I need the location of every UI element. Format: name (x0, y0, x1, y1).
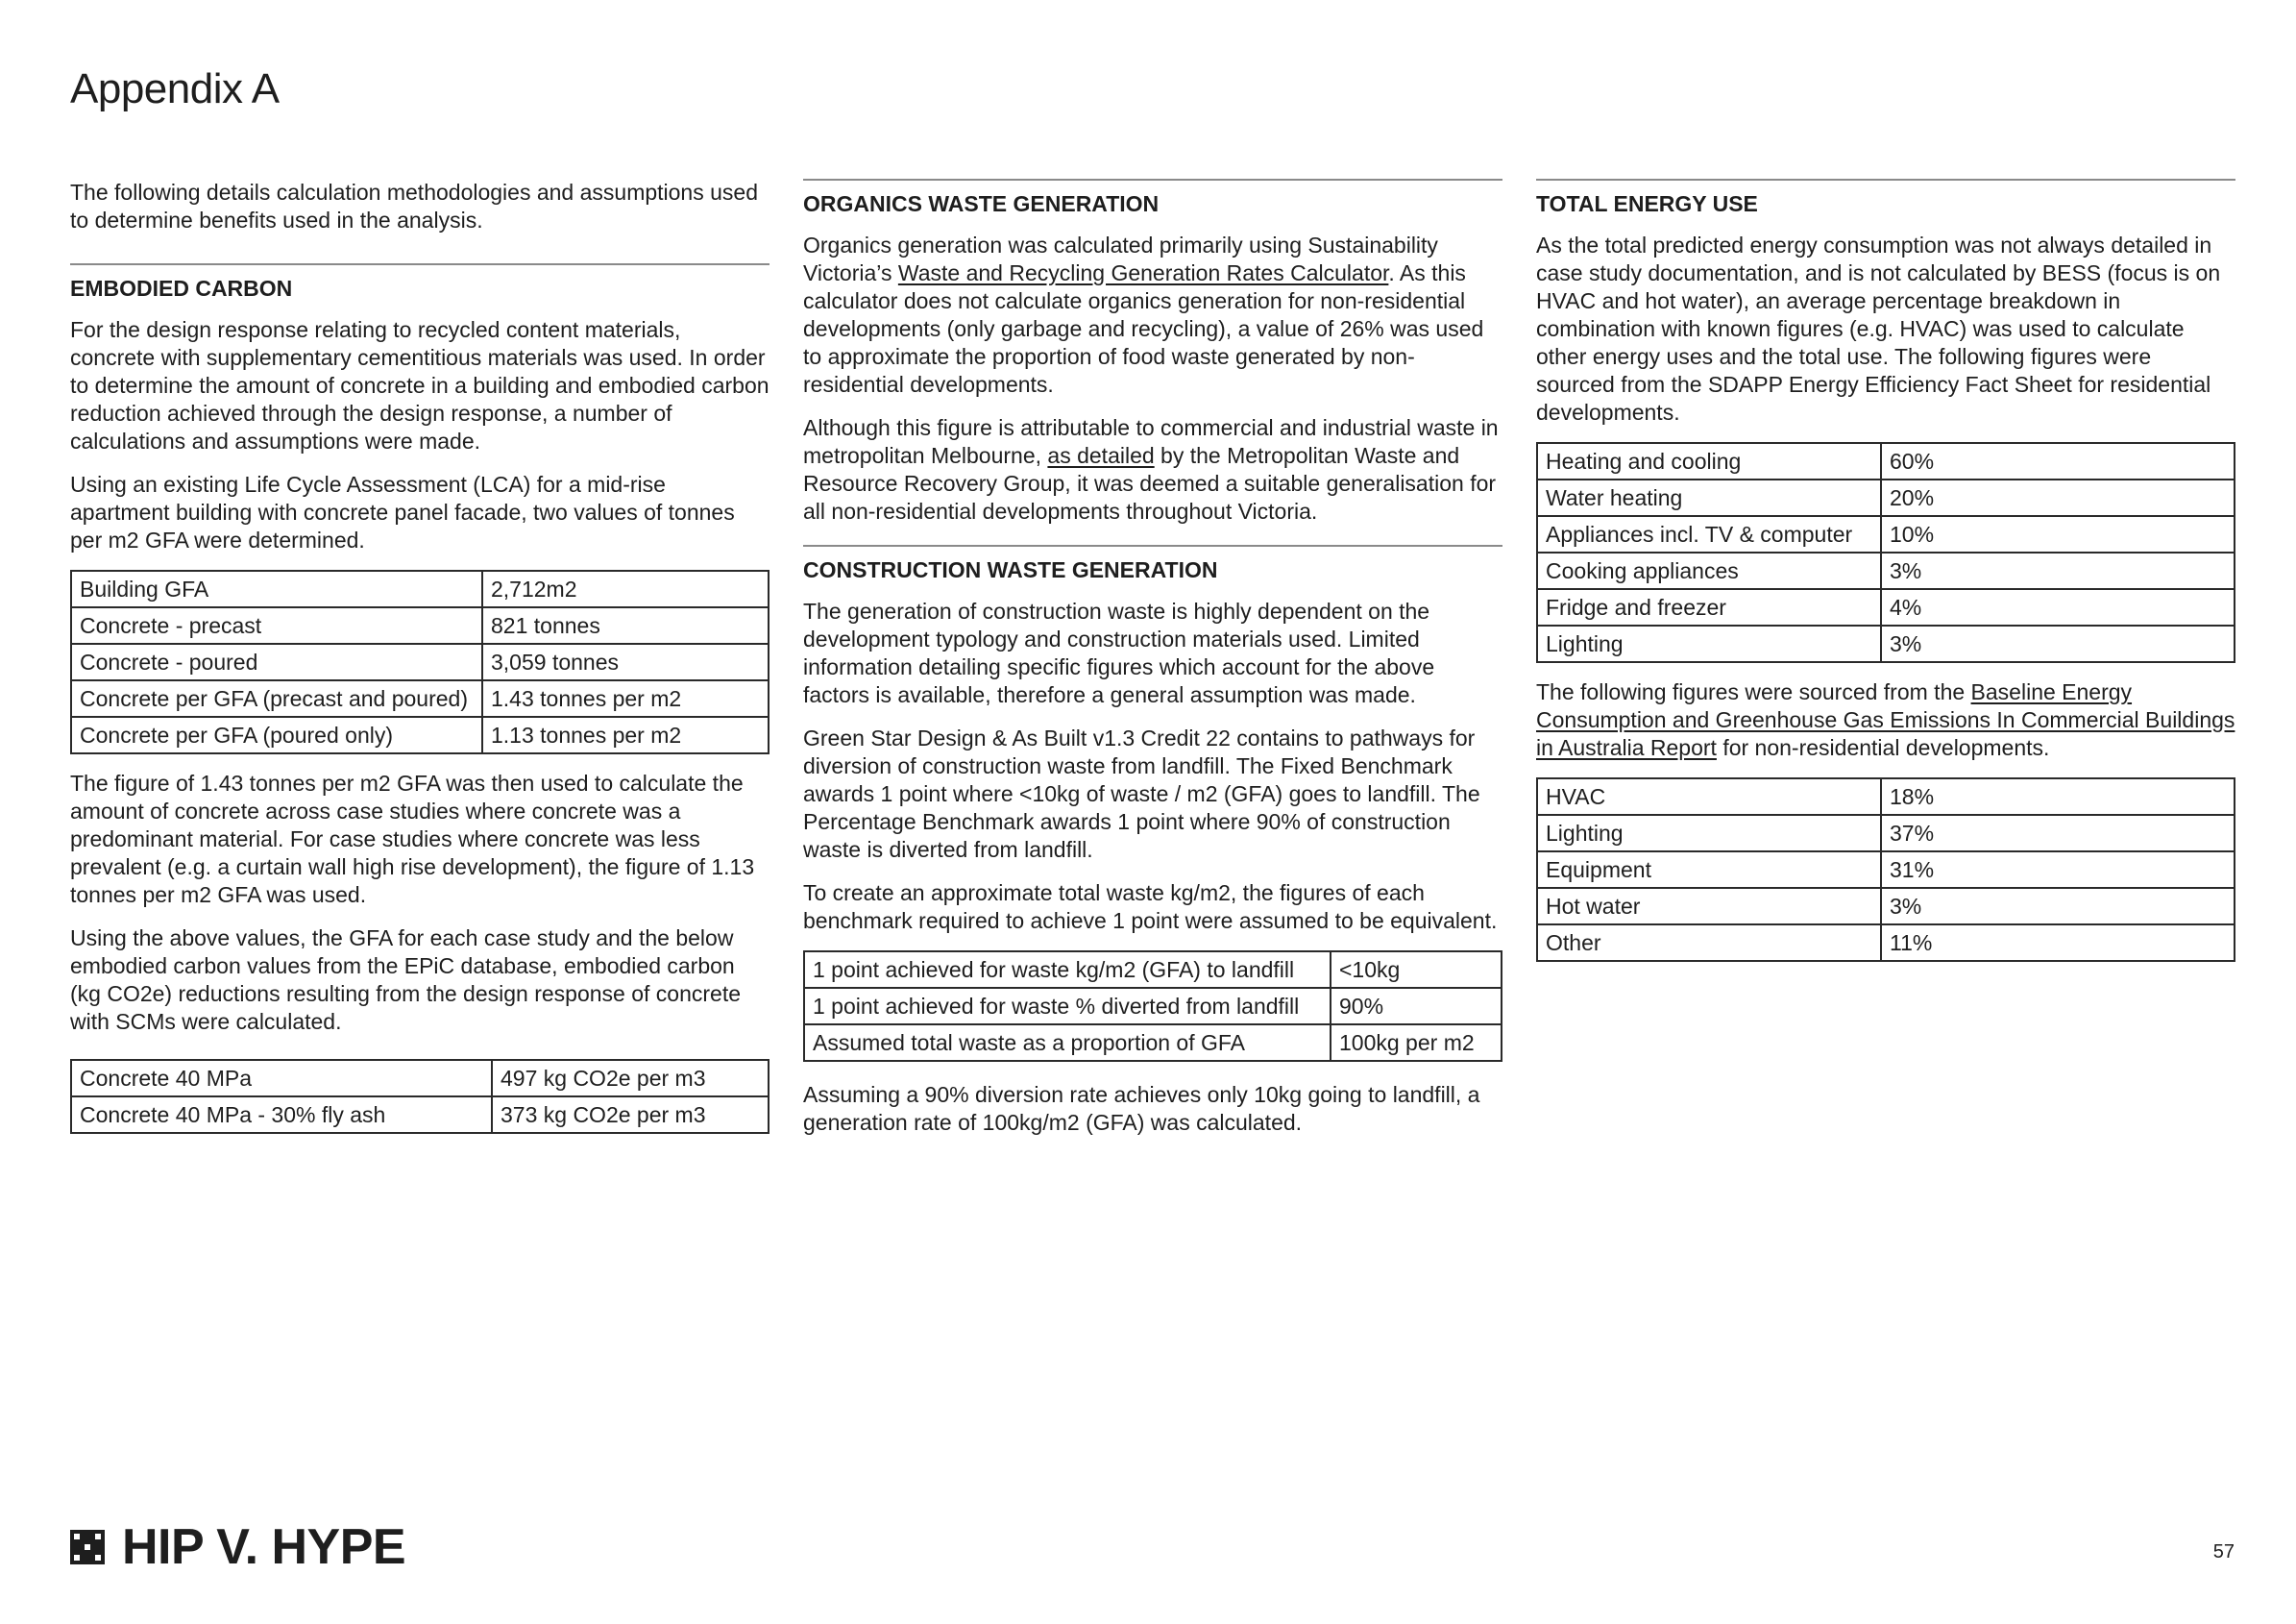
paragraph: The figure of 1.43 tonnes per m2 GFA was then used to calculate the amount of concrete across case studies where concrete was a predominant material. For case studies where concrete was less prevalent (e.g. a curtain wall high rise development), the figure of 1.13 tonnes per m2 GFA was used. (70, 771, 755, 907)
table-row (1537, 888, 2235, 924)
table-cell-value: <10kg (1331, 951, 1502, 988)
paragraph: Using an existing Life Cycle Assessment (LCA) for a mid-rise apartment building with concrete panel facade, two values of tonnes per m2 GFA were determined. (70, 472, 735, 553)
table-cell-value: 4% (1881, 589, 2235, 626)
page-number: 57 (2212, 1541, 2235, 1562)
table-cell-value: 18% (1881, 778, 2235, 815)
paragraph: Assuming a 90% diversion rate achieves only 10kg going to landfill, a generation rate of 100kg/m2 (GFA) was calculated. (803, 1082, 1480, 1135)
logo (70, 1518, 405, 1576)
table-row (71, 571, 769, 607)
table-row (71, 644, 769, 680)
table-cell-value: 100kg per m2 (1331, 1024, 1502, 1061)
table-cell-label: Other (1537, 924, 1881, 961)
table-row (1537, 443, 2235, 480)
page-title: Appendix A (70, 65, 280, 112)
table-cell-label: Lighting (1537, 626, 1881, 662)
table-row (71, 607, 769, 644)
table-row (1537, 553, 2235, 589)
table-cell-label: Concrete - poured (71, 644, 482, 680)
table-row (804, 988, 1502, 1024)
table-cell-label: Lighting (1537, 815, 1881, 851)
table-row (1537, 815, 2235, 851)
table-row (1537, 851, 2235, 888)
column-3 (1536, 179, 2235, 977)
table-row (1537, 778, 2235, 815)
table-cell-label: Appliances incl. TV & computer (1537, 516, 1881, 553)
table-row (1537, 480, 2235, 516)
table-cell-value: 90% (1331, 988, 1502, 1024)
table-cell-label: Heating and cooling (1537, 443, 1881, 480)
table-row (71, 1096, 769, 1133)
baseline-energy-report-link[interactable]: Baseline Energy Consumption and Greenhouse Gas Emissions In Commercial Buildings in Australia Report (1536, 679, 2235, 760)
paragraph: As the total predicted energy consumption was not always detailed in case study documentation, and is not calculated by BESS (focus is on HVAC and hot water), an average percentage breakdown in combination with known figures (e.g. HVAC) was used to calculate other energy uses and the total use. The following figures were sourced from the SDAPP Energy Efficiency Fact Sheet for residential developments. (1536, 233, 2221, 425)
table-cell-value: 497 kg CO2e per m3 (492, 1060, 769, 1096)
text: Organics generation was calculated primarily using Sustainability Victoria’s (803, 233, 1438, 285)
embodied-carbon-table (70, 1059, 769, 1134)
paragraph (803, 414, 1502, 526)
table-cell-value: 10% (1881, 516, 2235, 553)
column-2 (803, 179, 1502, 1152)
table-cell-value: 3% (1881, 553, 2235, 589)
table-cell-value: 3,059 tonnes (482, 644, 769, 680)
table-row (1537, 516, 2235, 553)
table-row (804, 951, 1502, 988)
text: Although this figure is attributable to commercial and industrial waste in metropolitan Melbourne, (803, 415, 1499, 468)
table-cell-label: Concrete per GFA (poured only) (71, 717, 482, 753)
as-detailed-link[interactable]: as detailed (1047, 443, 1155, 468)
table-cell-value: 1.13 tonnes per m2 (482, 717, 769, 753)
text: The following figures were sourced from the (1536, 679, 1971, 704)
table-row (71, 717, 769, 753)
paragraph: Using the above values, the GFA for each case study and the below embodied carbon values from the EPiC database, embodied carbon (kg CO2e) reductions resulting from the design response of concrete with SCMs were calculated. (70, 925, 742, 1034)
concrete-table (70, 570, 769, 754)
table-cell-value: 373 kg CO2e per m3 (492, 1096, 769, 1133)
table-cell-label: 1 point achieved for waste % diverted from landfill (804, 988, 1331, 1024)
table-cell-label: Concrete per GFA (precast and poured) (71, 680, 482, 717)
calculator-link[interactable]: Waste and Recycling Generation Rates Calculator (897, 260, 1389, 285)
table-cell-label: 1 point achieved for waste kg/m2 (GFA) to landfill (804, 951, 1331, 988)
table-cell-label: Equipment (1537, 851, 1881, 888)
table-row (71, 680, 769, 717)
table-row (71, 1060, 769, 1096)
table-cell-label: HVAC (1537, 778, 1881, 815)
logo-text: HIP V. HYPE (122, 1519, 406, 1575)
text: for non-residential developments. (1716, 735, 2050, 760)
section-title-embodied-carbon: EMBODIED CARBON (70, 263, 769, 303)
table-row (1537, 589, 2235, 626)
table-cell-value: 1.43 tonnes per m2 (482, 680, 769, 717)
table-row (804, 1024, 1502, 1061)
table-cell-label: Water heating (1537, 480, 1881, 516)
paragraph: For the design response relating to recycled content materials, concrete with supplementary cementitious materials was used. In order to determine the amount of concrete in a building and embodied carbon reduction achieved through the design response, a number of calculations and assumptions were made. (70, 317, 769, 454)
table-cell-value: 20% (1881, 480, 2235, 516)
text: by the Metropolitan Waste and Resource Recovery Group, it was deemed a suitable generalisation for all non-residential developments throughout Victoria. (803, 443, 1497, 524)
table-cell-value: 60% (1881, 443, 2235, 480)
table-cell-label: Hot water (1537, 888, 1881, 924)
paragraph: Green Star Design & As Built v1.3 Credit 22 contains to pathways for diversion of construction waste from landfill. The Fixed Benchmark awards 1 point where <10kg of waste / m2 (GFA) goes to landfill. The Percentage Benchmark awards 1 point where 90% of construction waste is diverted from landfill. (803, 726, 1480, 862)
table-cell-label: Concrete 40 MPa (71, 1060, 492, 1096)
section-title-energy: TOTAL ENERGY USE (1536, 179, 2235, 218)
text: . As this calculator does not calculate organics generation for non-residential developments (only garbage and recycling), a value of 26% was used to approximate the proportion of food waste generated by non-residential developments. (803, 260, 1484, 397)
table-row (1537, 626, 2235, 662)
table-cell-label: Building GFA (71, 571, 482, 607)
table-cell-value: 37% (1881, 815, 2235, 851)
column-1 (70, 179, 769, 1149)
table-cell-label: Concrete - precast (71, 607, 482, 644)
table-cell-value: 3% (1881, 888, 2235, 924)
section-title-construction: CONSTRUCTION WASTE GENERATION (803, 545, 1502, 584)
table-cell-label: Assumed total waste as a proportion of GFA (804, 1024, 1331, 1061)
section-title-organics: ORGANICS WASTE GENERATION (803, 179, 1502, 218)
table-row (1537, 924, 2235, 961)
commercial-energy-table (1536, 777, 2235, 962)
paragraph: To create an approximate total waste kg/m2, the figures of each benchmark required to achieve 1 point were assumed to be equivalent. (803, 880, 1498, 933)
table-cell-value: 31% (1881, 851, 2235, 888)
paragraph (803, 232, 1502, 399)
waste-benchmark-table (803, 950, 1502, 1062)
intro-paragraph: The following details calculation methodologies and assumptions used to determine benefits used in the analysis. (70, 180, 758, 233)
table-cell-label: Fridge and freezer (1537, 589, 1881, 626)
residential-energy-table (1536, 442, 2235, 663)
table-cell-value: 821 tonnes (482, 607, 769, 644)
logo-mark-icon (70, 1530, 105, 1564)
table-cell-label: Cooking appliances (1537, 553, 1881, 589)
table-cell-label: Concrete 40 MPa - 30% fly ash (71, 1096, 492, 1133)
table-cell-value: 3% (1881, 626, 2235, 662)
table-cell-value: 11% (1881, 924, 2235, 961)
paragraph (1536, 678, 2235, 762)
table-cell-value: 2,712m2 (482, 571, 769, 607)
paragraph: The generation of construction waste is highly dependent on the development typology and construction materials used. Limited information detailing specific figures which account for the above factors is available, therefore a general assumption was made. (803, 599, 1435, 707)
